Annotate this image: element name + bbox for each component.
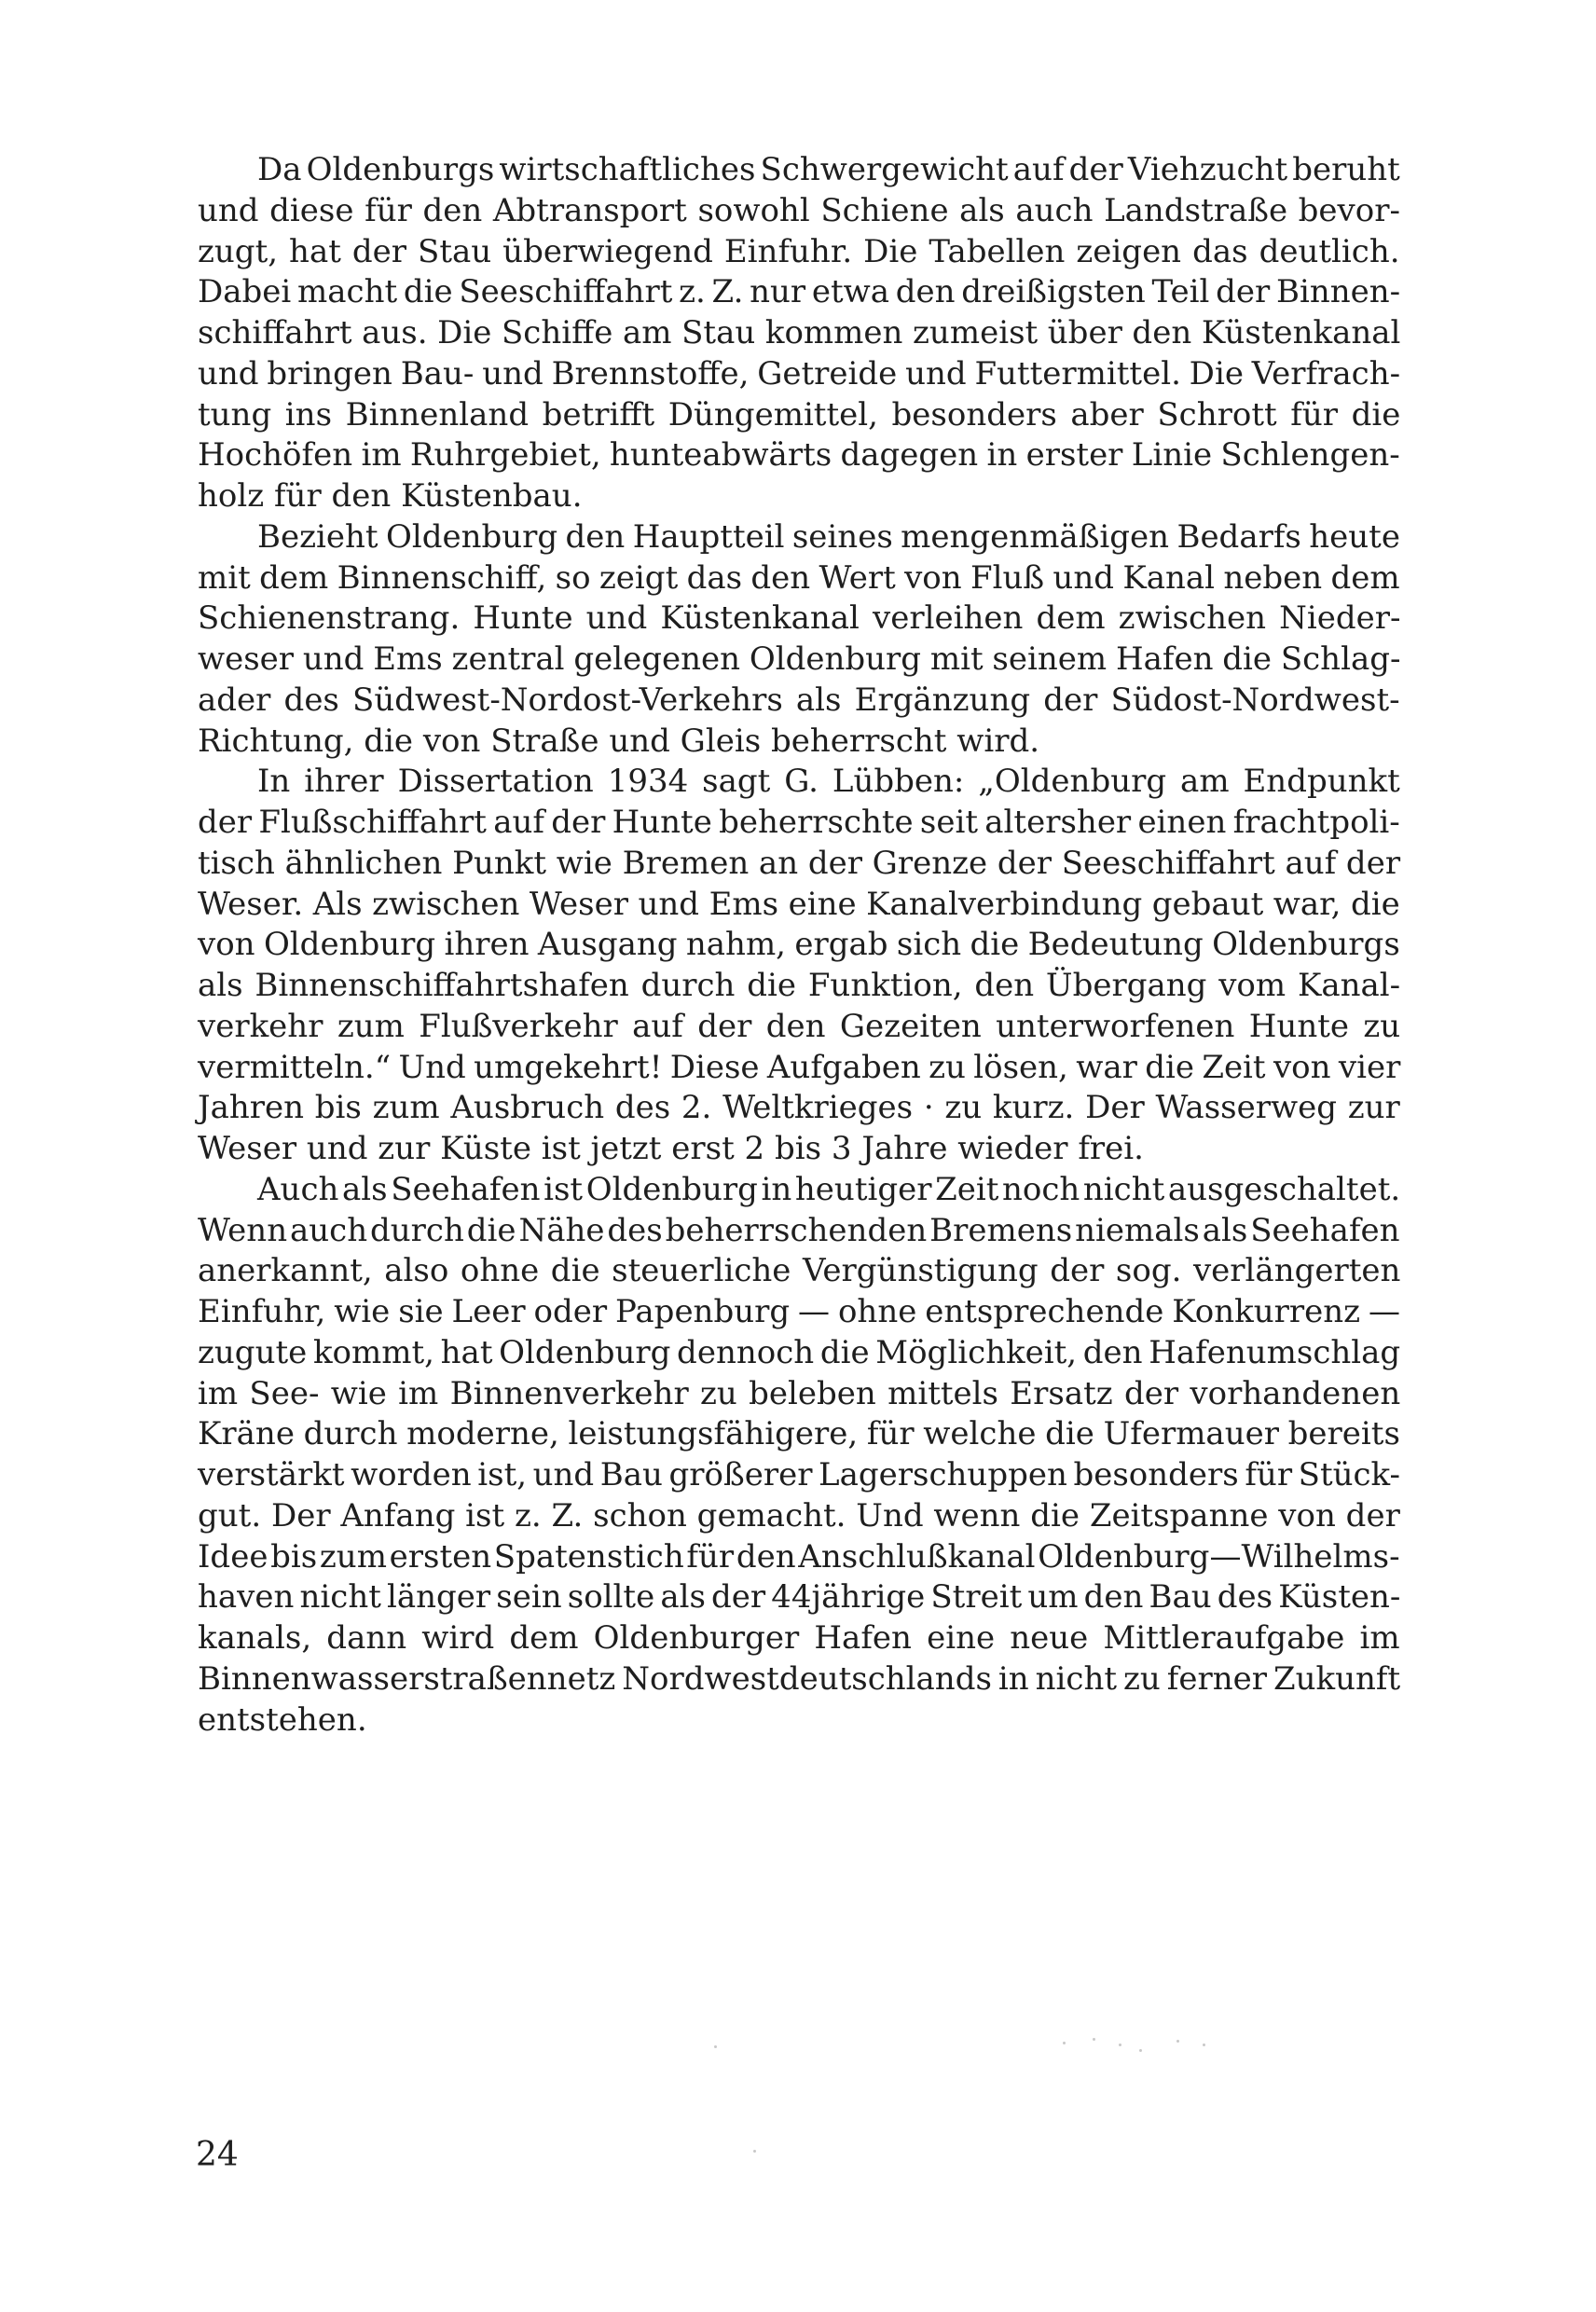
text-line: anerkannt, also ohne die steuerliche Vergünstigung der sog. verlängerten [198,1252,1401,1290]
page-number: 24 [196,2136,239,2174]
text-line: als Binnenschiffahrtshafen durch die Funktion, den Übergang vom Kanal- [198,967,1401,1004]
text-line: Dabei macht die Seeschiffahrt z. Z. nur etwa den dreißigsten Teil der Binnen- [198,273,1401,311]
text-line: von Oldenburg ihren Ausgang nahm, ergab sich die Bedeutung Oldenburgs [198,926,1400,964]
text-line: Weser. Als zwischen Weser und Ems eine Kanalverbindung gebaut war, die [198,885,1400,923]
text-line: und bringen Bau- und Brennstoffe, Getreide und Futtermittel. Die Verfrach- [198,354,1401,392]
text-line: und diese für den Abtransport sowohl Schiene als auch Landstraße bevor- [198,191,1400,229]
text-line: im See- wie im Binnenverkehr zu beleben mittels Ersatz der vorhandenen [198,1374,1401,1412]
text-line: der Flußschiffahrt auf der Hunte beherrschte seit altersher einen frachtpoli- [198,804,1400,841]
text-line: Da Oldenburgs wirtschaftliches Schwergewicht auf der Viehzucht beruht [257,151,1400,188]
text-line: Idee bis zum ersten Spatenstich für den Anschlußkanal Oldenburg—Wilhelms- [198,1537,1400,1576]
text-line: schiffahrt aus. Die Schiffe am Stau kommen zumeist über den Küstenkanal [198,314,1401,351]
text-line: tisch ähnlichen Punkt wie Bremen an der Grenze der Seeschiffahrt auf der [198,844,1401,882]
scan-speck [1203,2044,1205,2046]
text-line: zugute kommt, hat Oldenburg dennoch die Möglichkeit, den Hafenumschlag [198,1333,1401,1371]
text-line: Hochöfen im Ruhrgebiet, hunteabwärts dagegen in erster Linie Schlengen- [198,436,1400,475]
text-line: entstehen. [198,1700,367,1739]
text-line: verstärkt worden ist, und Bau größerer Lagerschuppen besonders für Stück- [198,1456,1401,1493]
scan-speck [753,2150,756,2153]
text-line: Weser und zur Küste ist jetzt erst 2 bis 3 Jahre wieder frei. [198,1130,1144,1167]
scan-speck [1093,2038,1095,2041]
scan-speck [1063,2042,1066,2044]
text-line: Richtung, die von Straße und Gleis beherrscht wird. [198,722,1040,760]
text-line: gut. Der Anfang ist z. Z. schon gemacht. Und wenn die Zeitspanne von der [198,1496,1400,1534]
text-line: Kräne durch moderne, leistungsfähigere, für welche die Ufermauer bereits [198,1415,1400,1453]
text-line: haven nicht länger sein sollte als der 44jährige Streit um den Bau des Küsten- [198,1578,1401,1617]
scan-speck [1119,2044,1121,2046]
text-line: weser und Ems zentral gelegenen Oldenburg mit seinem Hafen die Schlag- [198,640,1401,678]
text-line: Jahren bis zum Ausbruch des 2. Weltkrieges · zu kurz. Der Wasserweg zur [198,1089,1400,1127]
text-line: ader des Südwest-Nordost-Verkehrs als Ergänzung der Südost-Nordwest- [198,681,1400,719]
scan-speck [1176,2040,1179,2043]
text-line: In ihrer Dissertation 1934 sagt G. Lübben: „Oldenburg am Endpunkt [257,763,1400,801]
text-line: Binnenwasserstraßennetz Nordwestdeutschlands in nicht zu ferner Zukunft [198,1659,1401,1698]
text-line: kanals, dann wird dem Oldenburger Hafen eine neue Mittleraufgabe im [198,1619,1400,1657]
text-line: Bezieht Oldenburg den Hauptteil seines mengenmäßigen Bedarfs heute [257,517,1400,556]
text-line: vermitteln.“ Und umgekehrt! Diese Aufgaben zu lösen, war die Zeit von vier [198,1048,1401,1086]
text-line: zugt, hat der Stau überwiegend Einfuhr. Die Tabellen zeigen das deutlich. [198,232,1400,270]
text-line: tung ins Binnenland betrifft Düngemittel, besonders aber Schrott für die [198,395,1401,434]
text-line: Auch als Seehafen ist Oldenburg in heutiger Zeit noch nicht ausgeschaltet. [257,1170,1401,1208]
text-line: Einfuhr, wie sie Leer oder Papenburg — ohne entsprechende Konkurrenz — [198,1293,1400,1330]
text-line: mit dem Binnenschiff, so zeigt das den Wert von Fluß und Kanal neben dem [198,558,1400,597]
text-line: verkehr zum Flußverkehr auf der den Gezeiten unterworfenen Hunte zu [198,1007,1401,1045]
scan-speck [1139,2049,1142,2052]
text-line: holz für den Küstenbau. [198,477,583,515]
scan-speck [714,2045,717,2048]
text-line: Schienenstrang. Hunte und Küstenkanal verleihen dem zwischen Nieder- [198,599,1401,638]
text-line: Wenn auch durch die Nähe des beherrschenden Bremens niemals als Seehafen [198,1211,1400,1249]
